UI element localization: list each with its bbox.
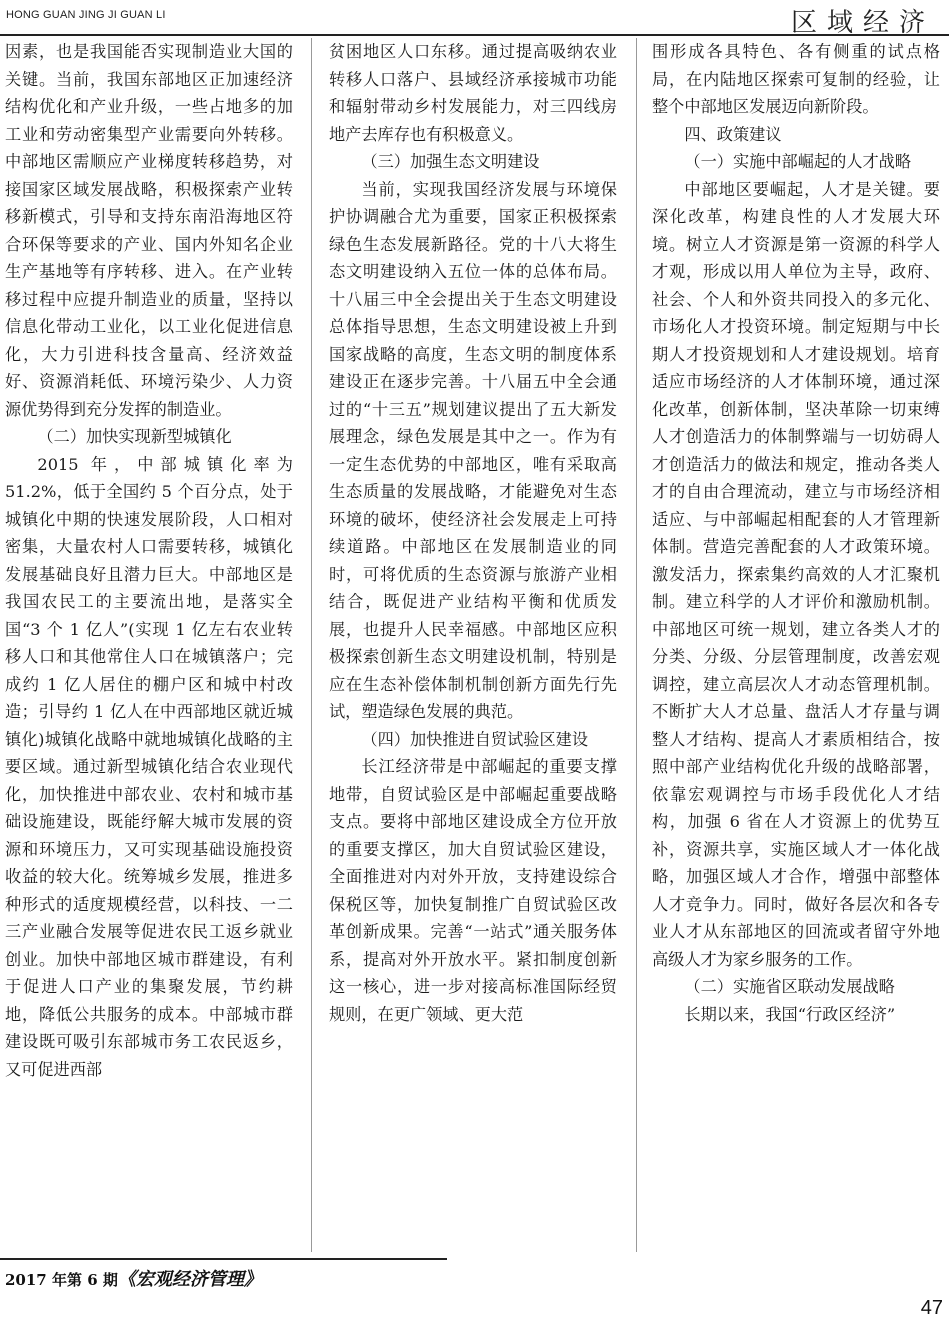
section-heading: （四）加快推进自贸试验区建设	[361, 729, 589, 749]
text-column-1	[5, 38, 293, 1083]
section-heading: 四、政策建议	[684, 124, 782, 144]
paragraph: 长期以来，我国“行政区经济”	[684, 1004, 896, 1024]
section-title: 区域经济	[790, 8, 935, 38]
paragraph: 中部地区要崛起，人才是关键。要深化改革，构建良性的人才发展大环境。树立人才资源是第一资源的科学人才观，形成以用人单位为主导，政府、社会、个人和外资共同投入的多元化、市场化人才投资环境。制定短期与中长期人才投资规划和人才建设规划。培育适应市场经济的人才体制环境，通过深化改革，创新体制，坚决革除一切束缚人才创造活力的体制弊端与一切妨碍人才创造活力的做法和规定，推动各类人才的自由合理流动，建立与市场经济相适应、与中部崛起相配套的人才管理新体制。营造完善配套的人才政策环境。激发活力，探索集约高效的人才汇聚机制。建立科学的人才评价和激励机制。中部地区可统一规划，建立各类人才的分类、分级、分层管理制度，改善宏观调控，建立高层次人才动态管理机制。不断扩大人才总量、盘活人才存量与调整人才结构、提高人才素质相结合，按照中部产业结构优化升级的战略部署，依靠宏观调控与市场手段优化人才结构，加强 6 省在人才资源上的优势互补，资源共享，实施区域人才一体化战略，加强区域人才合作，增强中部整体人才竞争力。同时，做好各层次和各专业人才从东部地区的回流或者留守外地高级人才为家乡服务的工作。	[652, 179, 940, 969]
paragraph: 围形成各具特色、各有侧重的试点格局，在内陆地区探索可复制的经验，让整个中部地区发展迈向新阶段。	[652, 42, 940, 116]
section-heading: （一）实施中部崛起的人才战略	[684, 152, 912, 171]
journal-name: 《宏观经济管理》	[117, 1269, 262, 1290]
header-rule	[0, 34, 949, 36]
section-heading: （三）加强生态文明建设	[361, 152, 540, 171]
paragraph: 2015 年，中部城镇化率为 51.2%，低于全国约 5 个百分点，处于城镇化中期的快速发展阶段，人口相对密集，大量农村人口需要转移，城镇化发展基础良好且潜力巨大。中部地区是我国农民工的主要流出地，是落实全国“3 个 1 亿人”(实现 1 亿左右农业转移人口和其他常住人口在城镇落户；完成约 1 亿人居住的棚户区和城中村改造；引导约 1 亿人在中西部地区就近城镇化)城镇化战略中就地城镇化战略的主要区域。通过新型城镇化结合农业现代化，加快推进中部农业、农村和城市基础设施建设，既能纾解大城市发展的资源和环境压力，又可实现基础设施投资收益的较大化。统筹城乡发展，推进多种形式的适度规模经营，以科技、一二三产业融合发展等促进农民工返乡就业创业。加快中部地区城市群建设，有利于促进人口产业的集聚发展，节约耕地，降低公共服务的成本。中部城市群建设既可吸引东部城市务工农民返乡，又可促进西部	[5, 454, 293, 1079]
column-divider	[311, 38, 312, 1252]
text-column-3	[652, 38, 940, 1028]
paragraph: 因素，也是我国能否实现制造业大国的关键。当前，我国东部地区正加速经济结构优化和产业升级，一些占地多的加工业和劳动密集型产业需要向外转移。中部地区需顺应产业梯度转移趋势，对接国家区域发展战略，积极探索产业转移新模式，引导和支持东南沿海地区符合环保等要求的产业、国内外知名企业生产基地等有序转移、进入。在产业转移过程中应提升制造业的质量，坚持以信息化带动工业化，以工业化促进信息化，大力引进科技含量高、经济效益好、资源消耗低、环境污染少、人力资源优势得到充分发挥的制造业。	[5, 42, 293, 419]
column-divider	[636, 38, 637, 1252]
running-header-left: HONG GUAN JING JI GUAN LI	[6, 9, 166, 21]
section-heading: （二）加快实现新型城镇化	[37, 427, 232, 446]
paragraph: 贫困地区人口东移。通过提高吸纳农业转移人口落户、县域经济承接城市功能和辐射带动乡村发展能力，对三四线房地产去库存也有积极意义。	[329, 42, 617, 144]
footer-rule	[0, 1258, 447, 1260]
section-heading: （二）实施省区联动发展战略	[684, 977, 895, 996]
page-number: 47	[920, 1297, 943, 1319]
paragraph: 长江经济带是中部崛起的重要支撑地带，自贸试验区是中部崛起重要战略支点。要将中部地区建设成全方位开放的重要支撑区，加大自贸试验区建设，全面推进对内对外开放，支持建设综合保税区等，加快复制推广自贸试验区改革创新成果。完善“一站式”通关服务体系，提高对外开放水平。紧扣制度创新这一核心，进一步对接高标准国际经贸规则，在更广领域、更大范	[329, 757, 617, 1024]
issue-label: 2017 年第 6 期	[5, 1271, 118, 1289]
text-column-2	[329, 38, 617, 1028]
paragraph: 当前，实现我国经济发展与环境保护协调融合尤为重要，国家正积极探索绿色生态发展新路径。党的十八大将生态文明建设纳入五位一体的总体布局。十八届三中全会提出关于生态文明建设总体指导思想，生态文明建设被上升到国家战略的高度，生态文明的制度体系建设正在逐步完善。十八届五中全会通过的“十三五”规划建议提出了五大新发展理念，绿色发展是其中之一。作为有一定生态优势的中部地区，唯有采取高生态质量的发展战略，才能避免对生态环境的破坏，使经济社会发展走上可持续道路。中部地区在发展制造业的同时，可将优质的生态资源与旅游产业相结合，既促进产业结构平衡和优质发展，也提升人民幸福感。中部地区应积极探索创新生态文明建设机制，特别是应在生态补偿体制机制创新方面先行先试，塑造绿色发展的典范。	[329, 179, 617, 721]
footer-issue	[5, 1265, 262, 1291]
